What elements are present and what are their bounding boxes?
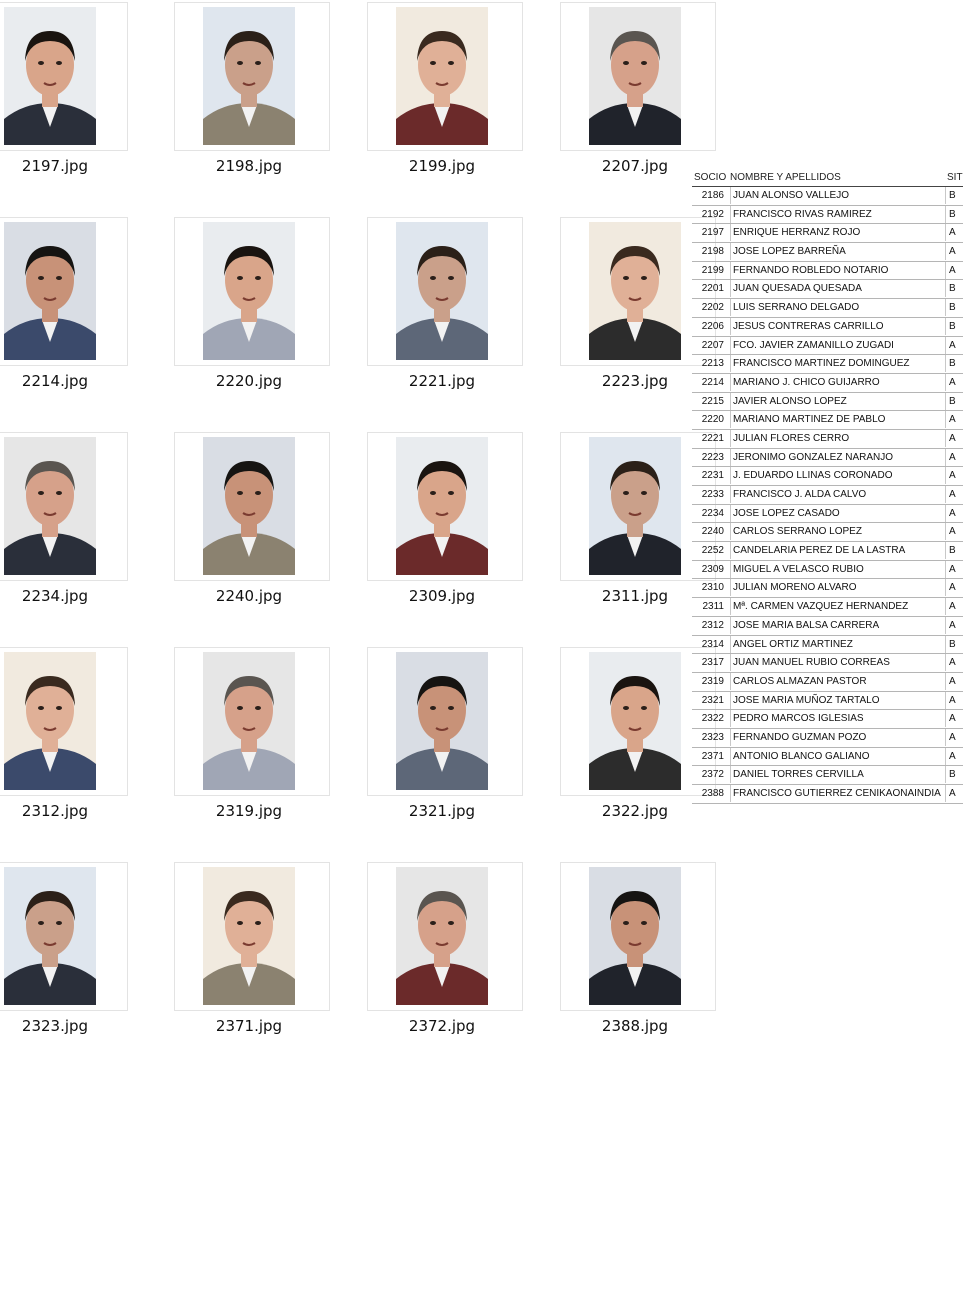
thumbnail-filename: 2240.jpg: [215, 587, 283, 605]
thumbnail-frame: [367, 432, 523, 581]
cell-name: ANGEL ORTIZ MARTINEZ: [730, 636, 945, 653]
cell-sit: A: [945, 748, 963, 765]
portrait-photo: [589, 222, 681, 360]
portrait-photo: [396, 652, 488, 790]
cell-socio: 2314: [701, 638, 724, 650]
portrait-photo: [396, 437, 488, 575]
cell-socio: 2371: [701, 750, 724, 762]
table-row[interactable]: [692, 748, 963, 767]
cell-socio: 2231: [701, 470, 724, 482]
table-row[interactable]: [692, 579, 963, 598]
thumbnail-filename: 2309.jpg: [408, 587, 476, 605]
cell-socio: 2198: [701, 246, 724, 258]
thumbnail-frame: [367, 647, 523, 796]
table-row[interactable]: [692, 318, 963, 337]
table-row[interactable]: [692, 467, 963, 486]
thumbnail-frame: [0, 2, 128, 151]
cell-sit: A: [945, 598, 963, 615]
cell-name: JAVIER ALONSO LOPEZ: [730, 393, 945, 410]
cell-name: DANIEL TORRES CERVILLA: [730, 766, 945, 783]
thumbnail-filename: 2198.jpg: [215, 157, 283, 175]
table-row[interactable]: [692, 692, 963, 711]
table-row[interactable]: [692, 337, 963, 356]
cell-name: FRANCISCO GUTIERREZ CENIKAONAINDIA: [730, 785, 945, 802]
cell-name: MARIANO J. CHICO GUIJARRO: [730, 374, 945, 391]
cell-socio: 2372: [701, 769, 724, 781]
cell-sit: A: [945, 374, 963, 391]
thumbnail-frame: [0, 432, 128, 581]
cell-socio: 2240: [701, 526, 724, 538]
table-row[interactable]: [692, 523, 963, 542]
thumbnail-filename: 2323.jpg: [21, 1017, 89, 1035]
thumbnail-item[interactable]: [367, 862, 527, 1062]
cell-name: JOSE LOPEZ BARREÑA: [730, 243, 945, 260]
table-row[interactable]: [692, 262, 963, 281]
cell-socio: 2311: [702, 601, 724, 613]
cell-sit: A: [945, 486, 963, 503]
cell-sit: A: [945, 243, 963, 260]
table-row[interactable]: [692, 636, 963, 655]
cell-sit: B: [945, 636, 963, 653]
thumbnail-item[interactable]: [174, 647, 334, 847]
cell-socio: 2234: [701, 507, 724, 519]
thumbnail-frame: [174, 862, 330, 1011]
portrait-photo: [203, 437, 295, 575]
portrait-photo: [4, 222, 96, 360]
cell-sit: A: [945, 579, 963, 596]
thumbnail-frame: [367, 2, 523, 151]
cell-sit: B: [945, 393, 963, 410]
cell-socio: 2252: [701, 545, 724, 557]
portrait-photo: [589, 437, 681, 575]
cell-socio: 2223: [701, 451, 724, 463]
cell-name: JERONIMO GONZALEZ NARANJO: [730, 449, 945, 466]
thumbnail-item[interactable]: [174, 862, 334, 1062]
cell-socio: 2312: [701, 619, 724, 631]
cell-sit: A: [945, 262, 963, 279]
thumbnail-item[interactable]: [174, 217, 334, 417]
cell-name: JOSE LOPEZ CASADO: [730, 505, 945, 522]
table-row[interactable]: [692, 486, 963, 505]
cell-sit: B: [945, 766, 963, 783]
cell-sit: A: [945, 654, 963, 671]
cell-sit: A: [945, 729, 963, 746]
member-table: [692, 168, 963, 804]
cell-name: FERNANDO ROBLEDO NOTARIO: [730, 262, 945, 279]
portrait-photo: [589, 867, 681, 1005]
thumbnail-item[interactable]: [367, 647, 527, 847]
portrait-photo: [396, 7, 488, 145]
cell-name: ANTONIO BLANCO GALIANO: [730, 748, 945, 765]
cell-sit: B: [945, 355, 963, 372]
thumbnail-item[interactable]: [367, 2, 527, 202]
portrait-photo: [203, 222, 295, 360]
cell-socio: 2221: [701, 432, 724, 444]
cell-name: Mª. CARMEN VAZQUEZ HERNANDEZ: [730, 598, 945, 615]
table-row[interactable]: [692, 430, 963, 449]
thumbnail-filename: 2322.jpg: [601, 802, 669, 820]
cell-socio: 2199: [701, 264, 724, 276]
cell-name: CANDELARIA PEREZ DE LA LASTRA: [730, 542, 945, 559]
portrait-photo: [203, 652, 295, 790]
cell-name: FRANCISCO J. ALDA CALVO: [730, 486, 945, 503]
portrait-photo: [396, 867, 488, 1005]
cell-socio: 2322: [701, 713, 724, 725]
table-row[interactable]: [692, 673, 963, 692]
thumbnail-filename: 2197.jpg: [21, 157, 89, 175]
column-header-name[interactable]: NOMBRE Y APELLIDOS: [730, 172, 841, 183]
column-header-socio[interactable]: SOCIO: [694, 172, 727, 183]
cell-name: FCO. JAVIER ZAMANILLO ZUGADI: [730, 337, 945, 354]
cell-name: JESUS CONTRERAS CARRILLO: [730, 318, 945, 335]
cell-name: FRANCISCO MARTINEZ DOMINGUEZ: [730, 355, 945, 372]
cell-sit: A: [945, 617, 963, 634]
thumbnail-filename: 2207.jpg: [601, 157, 669, 175]
cell-name: MIGUEL A VELASCO RUBIO: [730, 561, 945, 578]
portrait-photo: [4, 652, 96, 790]
portrait-photo: [203, 7, 295, 145]
table-row[interactable]: [692, 411, 963, 430]
thumbnail-frame: [560, 2, 716, 151]
cell-sit: A: [945, 692, 963, 709]
cell-name: FERNANDO GUZMAN POZO: [730, 729, 945, 746]
thumbnail-item[interactable]: [0, 862, 160, 1062]
thumbnail-frame: [0, 647, 128, 796]
cell-socio: 2201: [701, 283, 724, 295]
table-body: [692, 187, 963, 804]
table-row[interactable]: [692, 729, 963, 748]
table-row[interactable]: [692, 710, 963, 729]
thumbnail-filename: 2312.jpg: [21, 802, 89, 820]
thumbnail-frame: [174, 217, 330, 366]
table-row[interactable]: [692, 355, 963, 374]
cell-sit: A: [945, 337, 963, 354]
column-header-sit[interactable]: SIT: [947, 172, 963, 183]
table-row[interactable]: [692, 243, 963, 262]
thumbnail-frame: [174, 647, 330, 796]
cell-socio: 2197: [701, 227, 724, 239]
cell-sit: A: [945, 505, 963, 522]
portrait-photo: [203, 867, 295, 1005]
thumbnail-filename: 2311.jpg: [601, 587, 669, 605]
cell-sit: A: [945, 224, 963, 241]
table-row[interactable]: [692, 280, 963, 299]
thumbnail-frame: [367, 862, 523, 1011]
table-row[interactable]: [692, 561, 963, 580]
thumbnail-filename: 2319.jpg: [215, 802, 283, 820]
cell-name: JULIAN FLORES CERRO: [730, 430, 945, 447]
thumbnail-item[interactable]: [174, 2, 334, 202]
cell-socio: 2215: [701, 395, 724, 407]
thumbnail-filename: 2371.jpg: [215, 1017, 283, 1035]
cell-socio: 2233: [701, 489, 724, 500]
table-row[interactable]: [692, 654, 963, 673]
thumbnail-frame: [174, 2, 330, 151]
cell-sit: A: [945, 785, 963, 802]
cell-name: JOSE MARIA MUÑOZ TARTALO: [730, 692, 945, 709]
table-row[interactable]: [692, 449, 963, 468]
thumbnail-filename: 2223.jpg: [601, 372, 669, 390]
table-row[interactable]: [692, 224, 963, 243]
table-row[interactable]: [692, 617, 963, 636]
cell-socio: 2310: [701, 582, 724, 594]
thumbnail-filename: 2234.jpg: [21, 587, 89, 605]
cell-sit: A: [945, 449, 963, 466]
cell-name: CARLOS SERRANO LOPEZ: [730, 523, 945, 540]
cell-socio: 2309: [701, 563, 724, 575]
cell-socio: 2220: [701, 414, 724, 426]
cell-name: JULIAN MORENO ALVARO: [730, 579, 945, 596]
table-row[interactable]: [692, 598, 963, 617]
thumbnail-frame: [367, 217, 523, 366]
thumbnail-filename: 2321.jpg: [408, 802, 476, 820]
thumbnail-frame: [174, 432, 330, 581]
cell-sit: A: [945, 561, 963, 578]
thumbnail-filename: 2372.jpg: [408, 1017, 476, 1035]
cell-name: JUAN QUESADA QUESADA: [730, 280, 945, 297]
thumbnail-item[interactable]: [0, 432, 160, 632]
table-row[interactable]: [692, 374, 963, 393]
cell-socio: 2319: [701, 675, 724, 687]
thumbnail-item[interactable]: [560, 862, 720, 1062]
cell-name: JUAN MANUEL RUBIO CORREAS: [730, 654, 945, 671]
cell-sit: A: [945, 523, 963, 540]
cell-name: CARLOS ALMAZAN PASTOR: [730, 673, 945, 690]
thumbnail-item[interactable]: [0, 217, 160, 417]
cell-socio: 2214: [701, 376, 724, 388]
cell-name: FRANCISCO RIVAS RAMIREZ: [730, 206, 945, 223]
cell-sit: A: [945, 710, 963, 727]
cell-sit: B: [945, 187, 963, 204]
portrait-photo: [589, 652, 681, 790]
table-row[interactable]: [692, 206, 963, 225]
thumbnail-filename: 2214.jpg: [21, 372, 89, 390]
portrait-photo: [396, 222, 488, 360]
thumbnail-item[interactable]: [174, 432, 334, 632]
thumbnail-filename: 2220.jpg: [215, 372, 283, 390]
table-row[interactable]: [692, 393, 963, 412]
thumbnail-filename: 2199.jpg: [408, 157, 476, 175]
table-row[interactable]: [692, 187, 963, 206]
cell-sit: A: [945, 411, 963, 428]
thumbnail-item[interactable]: [367, 432, 527, 632]
thumbnail-item[interactable]: [0, 647, 160, 847]
cell-name: MARIANO MARTINEZ DE PABLO: [730, 411, 945, 428]
table-row[interactable]: [692, 785, 963, 804]
cell-sit: A: [945, 673, 963, 690]
table-row[interactable]: [692, 542, 963, 561]
cell-sit: B: [945, 318, 963, 335]
table-row[interactable]: [692, 766, 963, 785]
portrait-photo: [589, 7, 681, 145]
cell-socio: 2192: [701, 208, 724, 220]
portrait-photo: [4, 437, 96, 575]
thumbnail-item[interactable]: [0, 2, 160, 202]
table-row[interactable]: [692, 299, 963, 318]
thumbnail-filename: 2388.jpg: [601, 1017, 669, 1035]
cell-socio: 2213: [701, 358, 724, 370]
cell-socio: 2186: [701, 190, 724, 201]
thumbnail-item[interactable]: [367, 217, 527, 417]
cell-sit: B: [945, 299, 963, 316]
portrait-photo: [4, 7, 96, 145]
cell-socio: 2388: [701, 788, 724, 799]
thumbnail-filename: 2221.jpg: [408, 372, 476, 390]
cell-socio: 2202: [701, 302, 724, 314]
cell-socio: 2317: [701, 657, 724, 669]
portrait-photo: [4, 867, 96, 1005]
table-header: [692, 168, 963, 187]
cell-name: PEDRO MARCOS IGLESIAS: [730, 710, 945, 727]
cell-name: LUIS SERRANO DELGADO: [730, 299, 945, 316]
cell-socio: 2207: [701, 339, 724, 351]
cell-name: ENRIQUE HERRANZ ROJO: [730, 224, 945, 241]
cell-sit: B: [945, 280, 963, 297]
table-row[interactable]: [692, 505, 963, 524]
cell-sit: B: [945, 542, 963, 559]
cell-name: J. EDUARDO LLINAS CORONADO: [730, 467, 945, 484]
cell-sit: A: [945, 467, 963, 484]
cell-socio: 2206: [701, 320, 724, 332]
cell-name: JUAN ALONSO VALLEJO: [730, 187, 945, 204]
thumbnail-frame: [0, 862, 128, 1011]
cell-name: JOSE MARIA BALSA CARRERA: [730, 617, 945, 634]
cell-socio: 2323: [701, 731, 724, 743]
thumbnail-frame: [560, 862, 716, 1011]
cell-socio: 2321: [701, 694, 724, 706]
thumbnail-frame: [0, 217, 128, 366]
cell-sit: A: [945, 430, 963, 447]
cell-sit: B: [945, 206, 963, 223]
